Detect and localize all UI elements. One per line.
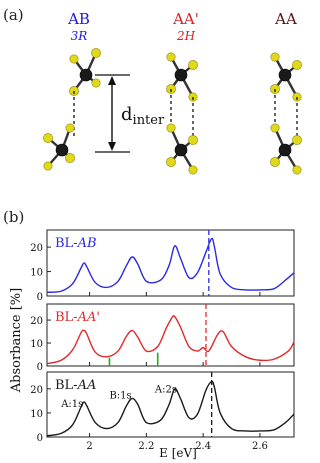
y-tick-label: 20: [30, 243, 43, 255]
chart-panel-3: [30, 372, 294, 452]
series-label-prefix: BL-: [55, 236, 78, 251]
stacking-aa-label: AA: [275, 10, 297, 28]
aa-prime-bottom-chalcogen-atom: [189, 166, 197, 174]
stacking-ab-label: AB: [68, 10, 90, 28]
ab-bottom-metal-atom: [56, 144, 68, 156]
aa-prime-bottom-chalcogen-atom: [167, 124, 175, 132]
d-inter-subscript: inter: [132, 113, 165, 128]
peak-annotation: A:2s: [154, 384, 177, 396]
panel-b-label: (b): [3, 208, 25, 226]
absorbance-charts: [30, 230, 294, 452]
series-label: [55, 378, 96, 393]
y-tick-label: 0: [36, 433, 43, 444]
ab-bottom-chalcogen-atom: [66, 124, 74, 132]
series-label-stacking: AB: [77, 236, 97, 251]
y-tick-label: 20: [30, 384, 43, 396]
y-axis-label: Absorbance [%]: [9, 287, 24, 393]
aa-prime-top-chalcogen-atom: [188, 60, 197, 69]
ab-top-metal-atom: [80, 69, 92, 81]
chart-panel-1: [30, 230, 294, 303]
series-label-stacking: AA': [77, 310, 100, 325]
y-tick-label: 10: [30, 408, 43, 420]
d-inter-arrowhead-up: [108, 76, 116, 85]
x-tick-label: 2: [86, 441, 93, 452]
stacking-aa-prime-label: AA': [173, 10, 199, 28]
ab-bottom-chalcogen-atom: [43, 133, 52, 142]
stacking-ab-polytype: 3R: [70, 29, 88, 43]
y-tick-label: 10: [30, 267, 43, 279]
panel-a-label: (a): [3, 6, 24, 24]
aa-prime-top-chalcogen-atom: [167, 53, 175, 61]
aa-bottom-chalcogen-atom: [271, 124, 279, 132]
x-tick-label: 2.2: [138, 441, 155, 452]
x-tick-label: 2.4: [195, 441, 212, 452]
y-tick-label: 0: [36, 362, 43, 373]
chart-panel-2: [30, 304, 294, 373]
ab-bottom-chalcogen-atom: [65, 153, 74, 162]
y-tick-label: 0: [36, 292, 43, 303]
ab-bottom-chalcogen-atom: [44, 162, 52, 170]
series-label: [55, 236, 97, 251]
series-label-prefix: BL-: [55, 310, 78, 325]
bilayer-structures: [43, 48, 301, 174]
aa-prime-bottom-metal-atom: [175, 144, 187, 156]
x-tick-label: 2.6: [251, 441, 268, 452]
d-inter-arrowhead-down: [108, 142, 116, 151]
aa-bottom-chalcogen-atom: [292, 135, 301, 144]
aa-prime-top-metal-atom: [175, 69, 187, 81]
aa-bottom-chalcogen-atom: [270, 157, 279, 166]
aa-prime-bottom-chalcogen-atom: [166, 157, 175, 166]
d-inter-symbol: d: [121, 104, 133, 125]
aa-prime-bottom-chalcogen-atom: [188, 135, 197, 144]
y-tick-label: 20: [30, 316, 43, 328]
ab-top-chalcogen-atom: [91, 48, 100, 57]
ab-top-chalcogen-atom: [92, 79, 100, 87]
aa-bottom-metal-atom: [279, 144, 291, 156]
series-label: [55, 310, 100, 325]
peak-annotation: B:1s: [109, 390, 132, 402]
peak-annotation: A:1s: [61, 398, 84, 410]
stacking-aa-prime-polytype: 2H: [176, 29, 196, 43]
series-label-prefix: BL-: [55, 378, 78, 393]
d-inter-label: [121, 104, 165, 128]
ab-top-chalcogen-atom: [70, 55, 78, 63]
aa-top-chalcogen-atom: [292, 60, 301, 69]
aa-top-chalcogen-atom: [271, 53, 279, 61]
aa-bottom-chalcogen-atom: [293, 166, 301, 174]
aa-top-metal-atom: [279, 69, 291, 81]
y-tick-label: 10: [30, 339, 43, 351]
x-axis-label: E [eV]: [159, 446, 197, 460]
series-label-stacking: AA: [77, 378, 97, 393]
d-inter-indicator: [95, 75, 165, 152]
